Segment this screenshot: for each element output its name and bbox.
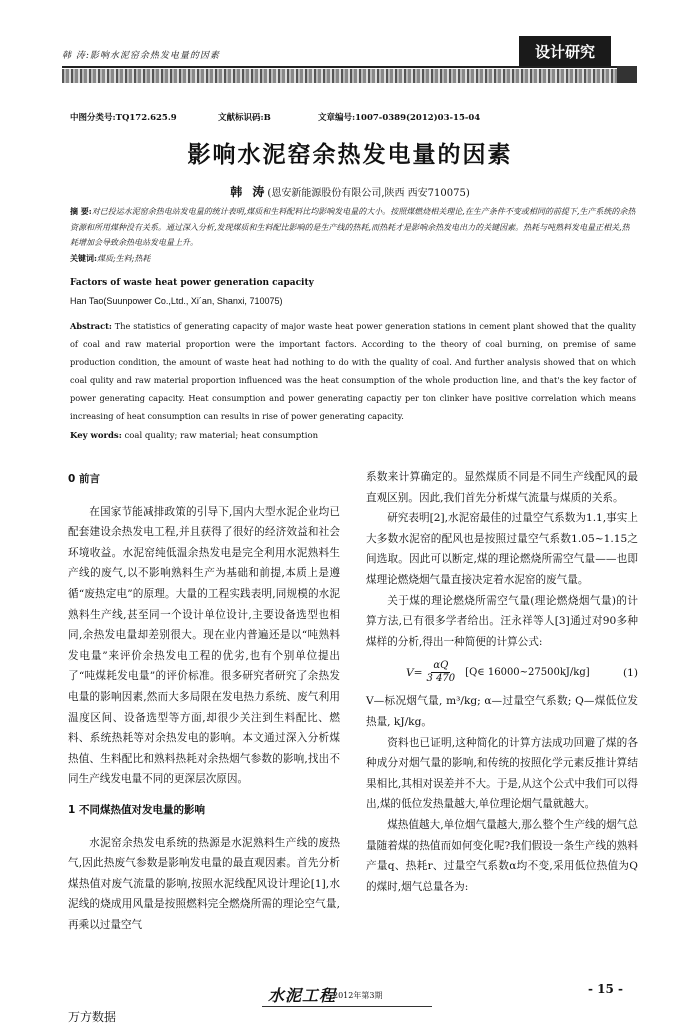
header-rule [62, 66, 617, 68]
equation-denominator: 3 470 [426, 673, 456, 685]
equation-number: (1) [622, 666, 638, 679]
equation-1 [366, 660, 638, 685]
paragraph: V—标况烟气量, m³/kg; α—过量空气系数; Q—煤低位发热量, kJ/kg。 [366, 695, 638, 728]
classification-number: 中图分类号:TQ172.625.9 [70, 113, 177, 123]
paragraph: 资料也已证明,这种简化的计算方法成功回避了煤的各种成分对烟气量的影响,和传统的按照化学元素反推计算结果相比,其相对误差并不大。于是,从这个公式中我们可以得出,煤的低位发热量越大,单位理论烟气量就越大。 [366, 736, 638, 811]
paragraph: 研究表明[2],水泥窑最佳的过量空气系数为1.1,事实上大多数水泥窑的配风也是按照过量空气系数1.05~1.15之间选取。因此可以断定,煤的理论燃烧所需空气量——也即煤理论燃烧烟气量直接决定着水泥窑的废气量。 [366, 512, 638, 586]
paragraph: 煤热值越大,单位烟气量越大,那么整个生产线的烟气总量随着煤的热值而如何变化呢?我们假设一条生产线的熟料产量q、热耗r、过量空气系数α均不变,采用低位热值为Q的煤时,烟气总量各为: [366, 818, 638, 893]
english-keywords-text: coal quality; raw material; heat consumption [124, 431, 319, 441]
equation-fraction [427, 660, 456, 685]
source-watermark: 万方数据 [68, 1010, 117, 1024]
journal-issue: 2012年第3期 [333, 991, 383, 1000]
author-affiliation: (恩安新能源股份有限公司,陕西 西安710075) [267, 188, 470, 199]
section-tag: 设计研究 [519, 36, 611, 68]
document-code: 文献标识码:B [218, 113, 271, 123]
keywords-label: 关键词: [70, 252, 97, 263]
english-keywords-label: Key words: [70, 431, 122, 441]
author-name: 韩 涛 [230, 185, 268, 199]
paragraph: 水泥窑余热发电系统的热源是水泥熟料生产线的废热气,因此热废气参数是影响发电量的最直观因素。首先分析煤热值对废气流量的影响,按照水泥线配风设计理论[1],水泥线的烧成用风量是按照燃料完全燃烧所需的理论空气量,再乘以过量空气 [68, 836, 340, 931]
abstract-label: 摘 要: [70, 206, 92, 216]
english-title: Factors of waste heat power generation capacity [70, 278, 314, 288]
footer-rule [262, 1006, 432, 1007]
journal-logo: 水泥工程 [268, 986, 337, 1005]
article-number: 文章编号:1007-0389(2012)03-15-04 [318, 113, 481, 123]
right-column [366, 467, 638, 897]
english-author: Han Tao(Suunpower Co.,Ltd., Xi´an, Shanxi, 710075) [70, 296, 283, 306]
english-abstract-label: Abstract: [70, 321, 112, 331]
abstract-text: 对已投运水泥窑余热电站发电量的统计表明,煤质和生料配料比均影响发电量的大小。按照煤燃烧相关理论,在生产条件不变或相同的前提下,生产系统的余热资源和所用煤种没有关系。通过深入分析,发现煤质和生料配比影响的是生产线的热耗,而热耗才是影响余热发电出力的关键因素。热耗与吨熟料发电量正相关,热耗增加会导致余热电站发电量上升。 [70, 207, 636, 247]
header-corner-block [617, 66, 637, 83]
english-keywords [70, 431, 318, 441]
equation-condition: [Q∈ 16000~27500kJ/kg] [465, 666, 590, 678]
paragraph: 系数来计算确定的。显然煤质不同是不同生产线配风的最直观区别。因此,我们首先分析煤气流量与煤质的关系。 [366, 471, 638, 504]
equation-lhs: V= [406, 666, 423, 679]
running-title: 韩 涛:影响水泥窑余热发电量的因素 [62, 51, 220, 61]
header-texture-band [62, 69, 637, 83]
left-column [68, 467, 340, 935]
section-heading-1: 1 不同煤热值对发电量的影响 [68, 803, 205, 816]
keywords-text: 煤质;生料;热耗 [96, 253, 151, 263]
author-line [0, 183, 700, 200]
section-heading-0: 0 前言 [68, 473, 100, 485]
chinese-abstract [70, 204, 636, 266]
paragraph: 关于煤的理论燃烧所需空气量(理论燃烧烟气量)的计算方法,已有很多学者给出。汪永祥等人[3]通过对90多种煤样的分析,得出一种简便的计算公式: [366, 594, 638, 648]
paragraph: 在国家节能减排政策的引导下,国内大型水泥企业均已配套建设余热发电工程,并且获得了很好的经济效益和社会环境收益。水泥窑纯低温余热发电是完全利用水泥熟料生产线的废气,以不影响熟料生产为基础和前提,本质上是遵循“废热定电”的原理。大量的工程实践表明,同规模的水泥熟料生产线,甚至同一个设计单位设计,主要设备选型也相同,余热发电量却差别很大。现在业内普遍还是以“吨熟料发电量”来评价余热发电工程的优劣,也有个别单位提出了“吨煤耗发电量”的评价标准。很多研究者研究了余热发电量的影响因素,然而大多局限在发电热力系统、废气利用温度区间、设备选型等方面,却很少关注到生料配比、燃料、系统热耗等对余热发电的影响。本文通过深入分析煤热值、生料配比和熟料热耗对余热烟气参数的影响,找出不同生产线发电量不同的更深层次原因。 [68, 505, 340, 786]
page-number: - 15 - [588, 982, 624, 996]
paper-title: 影响水泥窑余热发电量的因素 [187, 141, 513, 168]
english-abstract-text: The statistics of generating capacity of major waste heat power generation stations in cement plant showed that the quality of coal and raw material proportion were the important factors. According to the theory of coal burning, on premise of same production condition, the amount of waste heat had nothing to do with the quality of coal. And further analysis showed that on which coal qulity and raw material proportion influenced was the heat consumption of the whole production line, and that's the key factor of power generating capacity. Heat consumption and power generating capactiy per ton clinker have positive correlation which means increasing of heat consumption can results in rise of power generating capacity. [70, 321, 636, 421]
equation-numerator: αQ [433, 660, 449, 672]
english-abstract [70, 317, 636, 425]
